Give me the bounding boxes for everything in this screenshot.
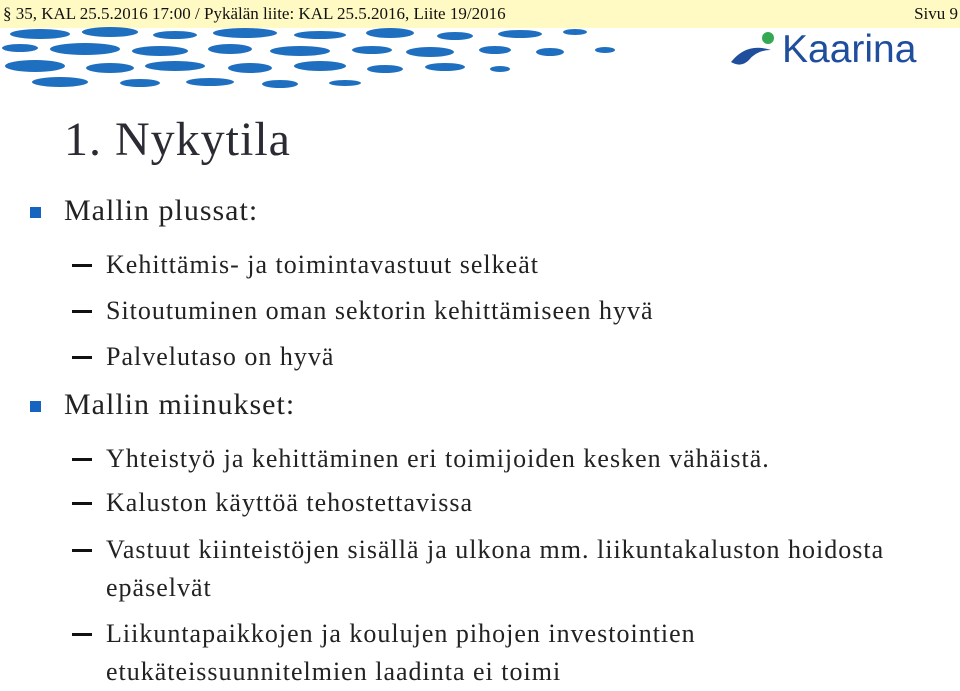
page-number: Sivu 9: [914, 4, 958, 23]
dash-marker: [72, 633, 92, 636]
slide-title: 1. Nykytila: [64, 113, 291, 166]
list-item: Palvelutaso on hyvä: [106, 342, 335, 371]
list-item: Kaluston käyttöä tehostettavissa: [106, 488, 474, 517]
kaarina-logo-icon: [727, 24, 777, 74]
dash-marker: [72, 264, 92, 267]
section-heading-plussat: Mallin plussat:: [64, 194, 259, 227]
dash-marker: [72, 549, 92, 552]
dash-marker: [72, 502, 92, 505]
wave-decoration: [0, 22, 700, 92]
list-item: Kehittämis- ja toimintavastuut selkeät: [106, 250, 539, 279]
list-item: Liikuntapaikkojen ja koulujen pihojen investointien etukäteissuunnitelmien laadinta ei toimi: [106, 619, 696, 686]
section-heading-miinukset: Mallin miinukset:: [64, 388, 296, 421]
dash-marker: [72, 458, 92, 461]
document-reference: § 35, KAL 25.5.2016 17:00 / Pykälän liite: KAL 25.5.2016, Liite 19/2016: [3, 4, 506, 23]
list-item: Sitoutuminen oman sektorin kehittämiseen hyvä: [106, 296, 654, 325]
bullet-marker: [30, 207, 41, 218]
dash-marker: [72, 356, 92, 359]
dash-marker: [72, 310, 92, 313]
logo-wordmark: Kaarina: [782, 28, 917, 71]
list-item: Yhteistyö ja kehittäminen eri toimijoiden kesken vähäistä.: [106, 444, 770, 473]
bullet-marker: [30, 401, 41, 412]
list-item: Vastuut kiinteistöjen sisällä ja ulkona mm. liikuntakaluston hoidosta epäselvät: [106, 535, 885, 602]
